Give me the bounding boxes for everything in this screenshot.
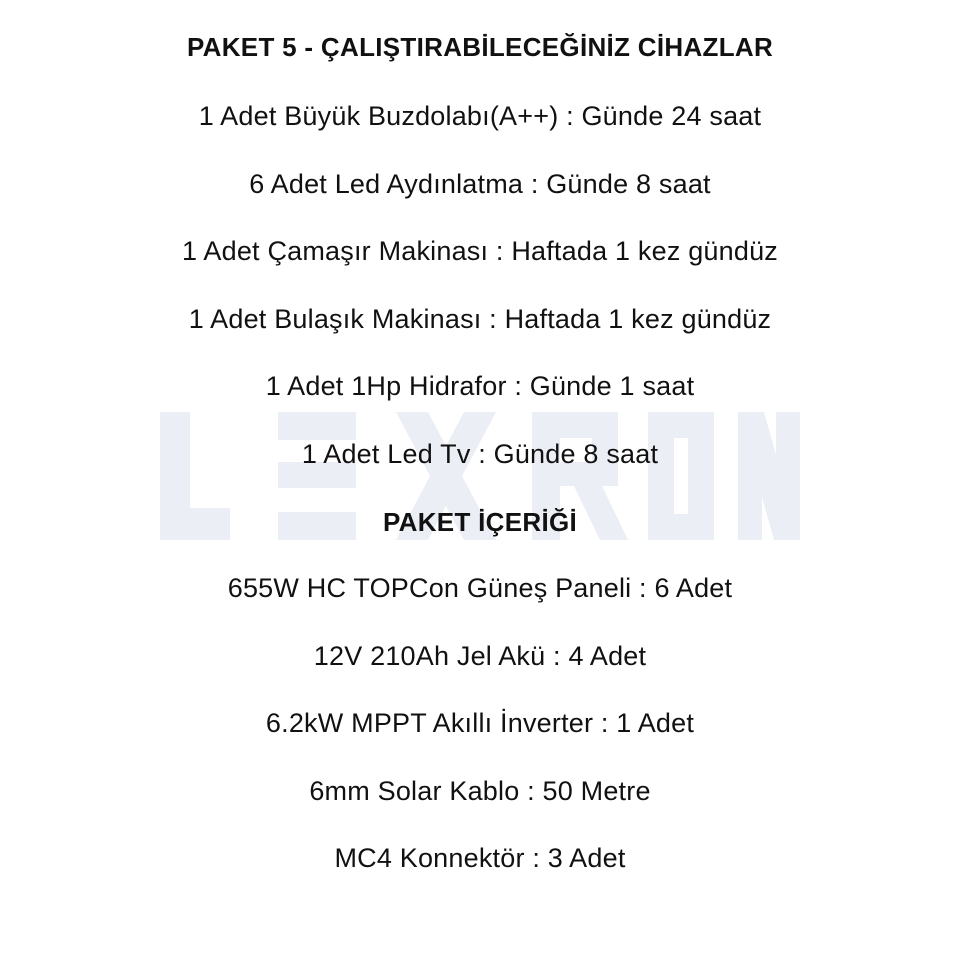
device-item-led-tv: 1 Adet Led Tv : Günde 8 saat bbox=[301, 439, 659, 469]
content-item-solar-panel: 655W HC TOPCon Güneş Paneli : 6 Adet bbox=[227, 573, 733, 603]
device-item-dishwasher: 1 Adet Bulaşık Makinası : Haftada 1 kez gündüz bbox=[188, 304, 772, 334]
content-item-mc4-connector: MC4 Konnektör : 3 Adet bbox=[334, 843, 626, 873]
devices-heading: PAKET 5 - ÇALIŞTIRABİLECEĞİNİZ CİHAZLAR bbox=[186, 32, 774, 62]
device-item-led-lighting: 6 Adet Led Aydınlatma : Günde 8 saat bbox=[249, 169, 711, 199]
content-item-battery: 12V 210Ah Jel Akü : 4 Adet bbox=[313, 641, 647, 671]
device-item-refrigerator: 1 Adet Büyük Buzdolabı(A++) : Günde 24 saat bbox=[198, 101, 762, 131]
device-item-hydrophore: 1 Adet 1Hp Hidrafor : Günde 1 saat bbox=[265, 371, 695, 401]
device-item-washing-machine: 1 Adet Çamaşır Makinası : Haftada 1 kez gündüz bbox=[181, 236, 778, 266]
content-item-solar-cable: 6mm Solar Kablo : 50 Metre bbox=[309, 776, 651, 806]
package-contents-heading: PAKET İÇERİĞİ bbox=[382, 507, 578, 537]
content-item-inverter: 6.2kW MPPT Akıllı İnverter : 1 Adet bbox=[265, 708, 695, 738]
